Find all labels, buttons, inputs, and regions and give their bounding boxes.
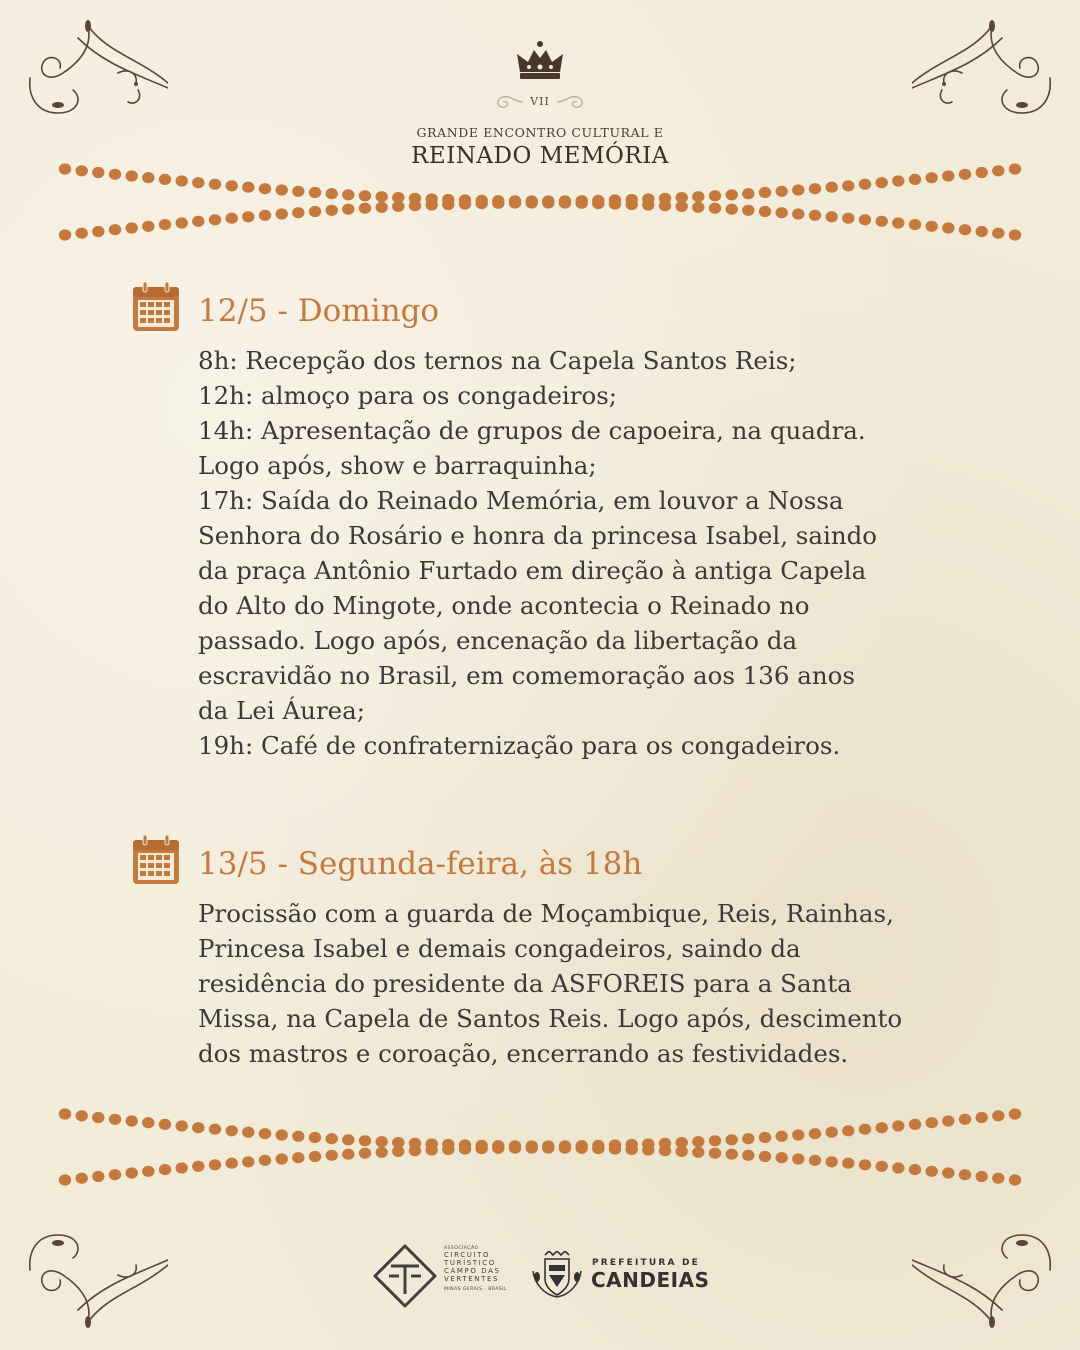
bead <box>626 199 638 210</box>
bead <box>376 1147 388 1158</box>
bead <box>959 224 971 235</box>
bead <box>642 199 654 210</box>
program-line: Procissão com a guarda de Moçambique, Reis, Rainhas, <box>198 899 894 928</box>
bead <box>776 1152 788 1163</box>
floral-ornament-icon <box>912 1230 1062 1330</box>
bead <box>326 1133 338 1144</box>
program-line: Senhora do Rosário e honra da princesa Isabel, saindo <box>198 521 878 550</box>
bead <box>659 200 671 211</box>
bead <box>692 191 704 202</box>
bead <box>192 216 204 227</box>
circuito-region-label: MINAS GERAIS · BRASIL <box>444 1287 508 1292</box>
bead <box>826 1156 838 1167</box>
bead <box>709 203 721 214</box>
bead <box>126 222 138 233</box>
bead <box>59 1174 71 1185</box>
bead <box>1009 229 1021 240</box>
bead <box>776 207 788 218</box>
bead <box>892 1162 904 1173</box>
bead <box>376 191 388 202</box>
bead <box>392 201 404 212</box>
bead <box>859 1159 871 1170</box>
bead <box>492 1143 504 1154</box>
bead <box>376 202 388 213</box>
bead <box>259 1128 271 1139</box>
bead <box>592 198 604 209</box>
bead <box>942 222 954 233</box>
circuito-association-label: ASSOCIAÇÃO <box>444 1246 479 1251</box>
bead <box>392 1146 404 1157</box>
program-line: 8h: Recepção dos ternos na Capela Santos Reis; <box>198 346 797 375</box>
bead <box>426 199 438 210</box>
calendar-icon <box>131 281 181 333</box>
circuito-line: TURÍSTICO <box>444 1259 496 1267</box>
program-line: 14h: Apresentação de grupos de capoeira, na quadra. <box>198 416 866 445</box>
prefeitura-label: PREFEITURA DE <box>592 1258 701 1268</box>
candeias-crest-icon <box>531 1251 583 1299</box>
bead <box>92 167 104 178</box>
bead <box>776 1131 788 1142</box>
bead <box>226 180 238 191</box>
bead <box>726 204 738 215</box>
bead <box>359 1135 371 1146</box>
bead <box>109 224 121 235</box>
bead <box>742 1133 754 1144</box>
program-line: 17h: Saída do Reinado Memória, em louvor a Nossa <box>198 486 844 515</box>
bead <box>809 1128 821 1139</box>
circuito-line: VERTENTES <box>444 1275 500 1283</box>
bead <box>759 1132 771 1143</box>
bead <box>359 190 371 201</box>
bead <box>892 1120 904 1131</box>
bead <box>92 1171 104 1182</box>
bead <box>759 206 771 217</box>
program-line: escravidão no Brasil, em comemoração aos 136 anos <box>198 661 855 690</box>
bead <box>926 221 938 232</box>
bead <box>926 1117 938 1128</box>
bead <box>809 1155 821 1166</box>
bead-strand-bottom <box>0 1100 1080 1200</box>
bead <box>226 213 238 224</box>
bead <box>792 1153 804 1164</box>
bead <box>692 1136 704 1147</box>
bead <box>909 219 921 230</box>
bead <box>742 205 754 216</box>
bead <box>876 1122 888 1133</box>
bead <box>326 205 338 216</box>
bead-strand-top <box>0 155 1080 255</box>
bead <box>859 1124 871 1135</box>
bead <box>492 198 504 209</box>
bead <box>259 210 271 221</box>
bead <box>576 1143 588 1154</box>
bead <box>642 1144 654 1155</box>
program-line: Logo após, show e barraquinha; <box>198 451 597 480</box>
bead <box>592 1143 604 1154</box>
bead <box>509 198 521 209</box>
bead <box>342 1149 354 1160</box>
bead <box>442 1144 454 1155</box>
day-1-program <box>198 343 988 763</box>
bead <box>859 179 871 190</box>
bead <box>159 1119 171 1130</box>
bead <box>526 1142 538 1153</box>
bead <box>926 172 938 183</box>
bead <box>409 200 421 211</box>
bead <box>726 1134 738 1145</box>
bead <box>676 1146 688 1157</box>
bead <box>292 207 304 218</box>
program-line: dos mastros e coroação, encerrando as festividades. <box>198 1039 849 1068</box>
bead <box>776 186 788 197</box>
circuito-turistico-text <box>444 1246 507 1292</box>
bead <box>942 1115 954 1126</box>
bead <box>909 1164 921 1175</box>
bead <box>842 1125 854 1136</box>
bead <box>176 1120 188 1131</box>
bead <box>876 1161 888 1172</box>
bead <box>809 183 821 194</box>
bead <box>126 1115 138 1126</box>
bead <box>142 1117 154 1128</box>
program-line: do Alto do Mingote, onde acontecia o Reinado no <box>198 591 810 620</box>
bead <box>142 1166 154 1177</box>
bead <box>192 1161 204 1172</box>
bead <box>609 1143 621 1154</box>
circuito-line: CAMPO DAS <box>444 1267 501 1275</box>
bead <box>626 1144 638 1155</box>
bead <box>142 221 154 232</box>
bead <box>709 1148 721 1159</box>
bead <box>226 1158 238 1169</box>
bead <box>959 169 971 180</box>
bead <box>76 165 88 176</box>
bead <box>926 1166 938 1177</box>
bead <box>709 1135 721 1146</box>
bead <box>826 182 838 193</box>
bead <box>942 170 954 181</box>
bead <box>1009 1108 1021 1119</box>
bead <box>76 1173 88 1184</box>
bead <box>126 170 138 181</box>
bead <box>476 1143 488 1154</box>
bead <box>809 210 821 221</box>
bead <box>992 1173 1004 1184</box>
bead <box>459 198 471 209</box>
bead <box>842 180 854 191</box>
edition-label: VII <box>530 95 550 108</box>
bead <box>109 169 121 180</box>
program-line: residência do presidente da ASFOREIS para a Santa <box>198 969 852 998</box>
bead <box>842 1158 854 1169</box>
circuito-line: CIRCUITO <box>444 1251 491 1259</box>
bead <box>692 202 704 213</box>
bead <box>792 1129 804 1140</box>
bead <box>376 1136 388 1147</box>
bead <box>992 1110 1004 1121</box>
bead <box>59 163 71 174</box>
bead <box>409 1145 421 1156</box>
bead <box>209 179 221 190</box>
bead <box>876 177 888 188</box>
bead <box>242 211 254 222</box>
bead <box>59 1108 71 1119</box>
bead <box>292 1152 304 1163</box>
bead <box>976 167 988 178</box>
bead <box>142 172 154 183</box>
program-line: 19h: Café de confraternização para os congadeiros. <box>198 731 841 760</box>
bead <box>292 1131 304 1142</box>
event-title: REINADO MEMÓRIA <box>411 143 669 169</box>
bead <box>76 1110 88 1121</box>
calendar-icon <box>131 834 181 886</box>
bead <box>709 190 721 201</box>
bead <box>176 175 188 186</box>
bead <box>342 204 354 215</box>
bead <box>292 186 304 197</box>
bead <box>909 174 921 185</box>
program-line: da praça Antônio Furtado em direção à antiga Capela <box>198 556 867 585</box>
bead <box>342 189 354 200</box>
bead <box>126 1167 138 1178</box>
bead <box>242 1156 254 1167</box>
day-2-program <box>198 896 988 1071</box>
bead <box>559 1143 571 1154</box>
bead <box>742 1150 754 1161</box>
bead <box>259 183 271 194</box>
bead <box>842 213 854 224</box>
bead <box>109 1114 121 1125</box>
bead <box>826 211 838 222</box>
circuito-turistico-logo <box>373 1244 437 1308</box>
bead <box>192 1122 204 1133</box>
day-heading-2: 13/5 - Segunda-feira, às 18h <box>198 846 643 882</box>
bead <box>1009 1174 1021 1185</box>
bead <box>792 184 804 195</box>
program-line: Princesa Isabel e demais congadeiros, saindo da <box>198 934 801 963</box>
bead <box>1009 163 1021 174</box>
bead <box>692 1147 704 1158</box>
bead <box>92 226 104 237</box>
bead <box>726 1149 738 1160</box>
crown-icon <box>514 40 566 82</box>
bead <box>976 1171 988 1182</box>
bead <box>159 174 171 185</box>
day-heading-1: 12/5 - Domingo <box>198 293 440 329</box>
bead <box>676 201 688 212</box>
bead <box>442 199 454 210</box>
bead <box>309 1151 321 1162</box>
bead <box>959 1169 971 1180</box>
bead <box>892 217 904 228</box>
bead <box>176 217 188 228</box>
bead <box>109 1169 121 1180</box>
program-line: passado. Logo após, encenação da libertação da <box>198 626 798 655</box>
bead <box>526 197 538 208</box>
bead <box>876 216 888 227</box>
bead <box>309 206 321 217</box>
program-line: 12h: almoço para os congadeiros; <box>198 381 618 410</box>
bead <box>976 1112 988 1123</box>
bead <box>476 198 488 209</box>
bead <box>426 1144 438 1155</box>
bead <box>726 189 738 200</box>
bead <box>276 1129 288 1140</box>
bead <box>326 1150 338 1161</box>
bead <box>159 1164 171 1175</box>
bead <box>259 1155 271 1166</box>
bead <box>509 1143 521 1154</box>
bead <box>242 182 254 193</box>
bead <box>576 198 588 209</box>
bead <box>959 1114 971 1125</box>
program-line: Missa, na Capela de Santos Reis. Logo após, descimento <box>198 1004 903 1033</box>
bead <box>276 184 288 195</box>
bead <box>342 1134 354 1145</box>
floral-ornament-icon <box>18 1230 168 1330</box>
bead <box>826 1127 838 1138</box>
bead <box>542 1142 554 1153</box>
bead <box>359 1148 371 1159</box>
bead <box>226 1125 238 1136</box>
event-subtitle: GRANDE ENCONTRO CULTURAL E <box>416 125 664 140</box>
bead <box>326 188 338 199</box>
bead <box>892 175 904 186</box>
bead <box>209 1159 221 1170</box>
bead <box>309 1132 321 1143</box>
bead <box>76 228 88 239</box>
bead <box>92 1112 104 1123</box>
bead <box>909 1119 921 1130</box>
bead <box>742 188 754 199</box>
bead <box>59 229 71 240</box>
bead <box>276 1153 288 1164</box>
bead <box>176 1162 188 1173</box>
bead <box>242 1127 254 1138</box>
bead <box>976 226 988 237</box>
bead <box>459 1143 471 1154</box>
bead <box>559 198 571 209</box>
bead <box>209 214 221 225</box>
bead <box>659 1145 671 1156</box>
program-line: da Lei Áurea; <box>198 696 366 725</box>
bead <box>359 203 371 214</box>
bead <box>609 198 621 209</box>
bead <box>759 1151 771 1162</box>
bead <box>759 187 771 198</box>
bead <box>992 165 1004 176</box>
bead <box>192 177 204 188</box>
bead <box>276 208 288 219</box>
bead <box>992 228 1004 239</box>
bead <box>309 187 321 198</box>
bead <box>542 197 554 208</box>
bead <box>792 208 804 219</box>
bead <box>859 214 871 225</box>
candeias-label: CANDEIAS <box>591 1268 710 1292</box>
bead <box>942 1167 954 1178</box>
bead <box>159 219 171 230</box>
bead <box>209 1124 221 1135</box>
